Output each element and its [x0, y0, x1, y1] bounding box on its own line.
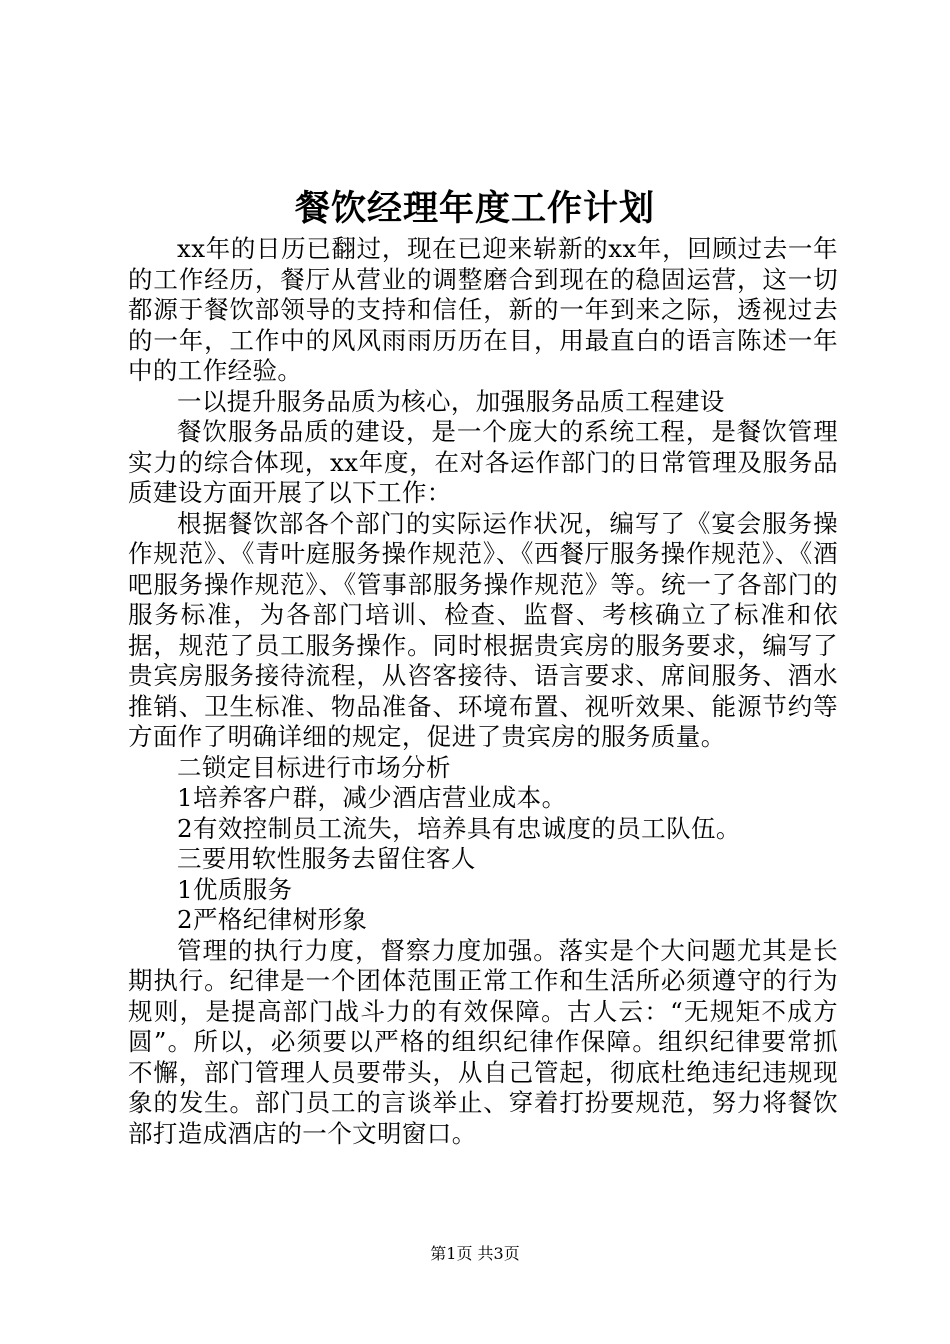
- paragraph-standards: 根据餐饮部各个部门的实际运作状况，编写了《宴会服务操作规范》、《青叶庭服务操作规范》、《西餐厅服务操作规范》、《酒吧服务操作规范》、《管事部服务操作规范》等。统一了各部门的服务标准，为各部门培训、检查、监督、考核确立了标准和依据，规范了员工服务操作。同时根据贵宾房的服务要求，编写了贵宾房服务接待流程，从咨客接待、语言要求、席间服务、酒水推销、卫生标准、物品准备、环境布置、视听效果、能源节约等方面作了明确详细的规定，促进了贵宾房的服务质量。: [128, 508, 838, 751]
- section-heading-1: 一以提升服务品质为核心，加强服务品质工程建设: [177, 386, 725, 416]
- section-heading-3: 三要用软性服务去留住客人: [177, 844, 476, 873]
- paragraph-intro: xx年的日历已翻过，现在已迎来崭新的xx年，回顾过去一年的工作经历，餐厅从营业的调整磨合到现在的稳固运营，这一切都源于餐饮部领导的支持和信任，新的一年到来之际，透视过去的一年，工作中的风风雨雨历历在目，用最直白的语言陈述一年中的工作经验。: [128, 234, 838, 385]
- list-item: 1优质服务: [177, 874, 293, 904]
- section-heading-2: 二锁定目标进行市场分析: [177, 752, 451, 782]
- document-title: 餐饮经理年度工作计划: [294, 188, 655, 229]
- list-item: 2有效控制员工流失，培养具有忠诚度的员工队伍。: [177, 813, 741, 843]
- document-body: [128, 234, 838, 1149]
- paragraph-service-quality: 餐饮服务品质的建设，是一个庞大的系统工程，是餐饮管理实力的综合体现，xx年度，在对各运作部门的日常管理及服务品质建设方面开展了以下工作：: [128, 417, 838, 507]
- paragraph-discipline: 管理的执行力度，督察力度加强。落实是个大问题尤其是长期执行。纪律是一个团体范围正常工作和生活所必须遵守的行为规则，是提高部门战斗力的有效保障。古人云：“无规矩不成方圆”。所以，必须要以严格的组织纪律作保障。组织纪律要常抓不懈，部门管理人员要带头，从自己管起，彻底杜绝违纪违规现象的发生。部门员工的言谈举止、穿着打扮要规范，努力将餐饮部打造成酒店的一个文明窗口。: [128, 935, 838, 1148]
- page-number: 第1页 共3页: [430, 1244, 520, 1263]
- list-item: 2严格纪律树形象: [177, 905, 368, 934]
- list-item: 1培养客户群，减少酒店营业成本。: [177, 783, 567, 812]
